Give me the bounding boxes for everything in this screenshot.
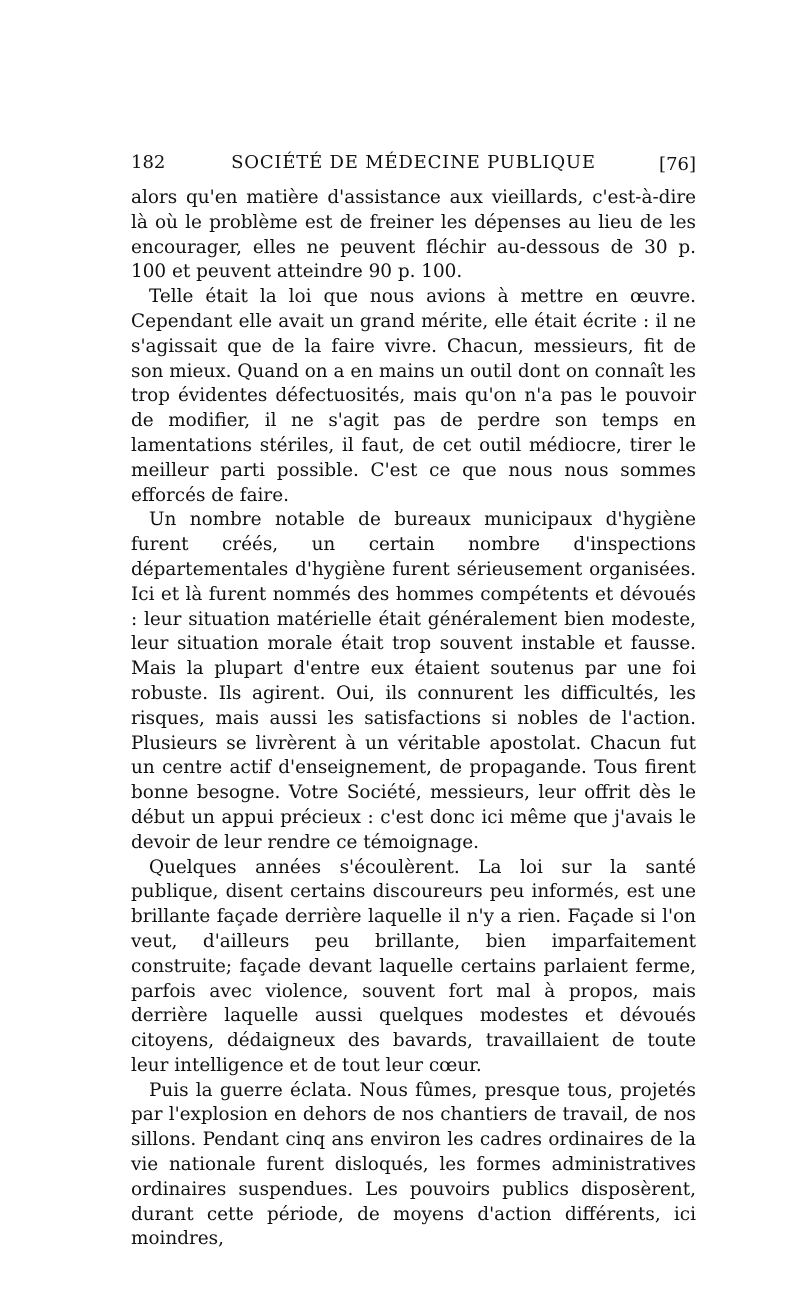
paragraph: Quelques années s'écoulèrent. La loi sur la santé publique, disent certains discoureurs peu informés, est une brillante façade derrière laquelle il n'y a rien. Façade si l'on veut, d'ailleurs peu brillante, bien imparfaitement construite; façade devant laquelle certains parlaient ferme, parfois avec violence, souvent fort mal à propos, mais derrière laquelle aussi quelques modestes et dévoués citoyens, dédaigneux des bavards, travaillaient de toute leur intelligence et de tout leur cœur. (131, 856, 696, 1076)
section-reference: [76] (659, 154, 696, 175)
paragraph-continued: alors qu'en matière d'assistance aux vieillards, c'est-à-dire là où le problème est de freiner les dépenses au lieu de les encourager, elles ne peuvent fléchir au-dessous de 30 p. 100 et peuvent atteindre 90 p. 100. (131, 187, 696, 283)
page-header (131, 152, 696, 182)
body-text (131, 186, 696, 1252)
paragraph: Puis la guerre éclata. Nous fûmes, presque tous, projetés par l'explosion en dehors de nos chantiers de travail, de nos sillons. Pendant cinq ans environ les cadres ordinaires de la vie nationale furent disloqués, les formes administratives ordinaires suspendues. Les pouvoirs publics disposèrent, durant cette période, de moyens d'action différents, ici moindres, (131, 1079, 696, 1250)
page-number: 182 (131, 152, 166, 173)
paragraph: Telle était la loi que nous avions à mettre en œuvre. Cependant elle avait un grand mérite, elle était écrite : il ne s'agissait que de la faire vivre. Chacun, messieurs, fit de son mieux. Quand on a en mains un outil dont on connaît les trop évidentes défectuosités, mais qu'on n'a pas le pouvoir de modifier, il ne s'agit pas de perdre son temps en lamentations stériles, il faut, de cet outil médiocre, tirer le meilleur parti possible. C'est ce que nous nous sommes efforcés de faire. (131, 286, 696, 506)
paragraph: Un nombre notable de bureaux municipaux d'hygiène furent créés, un certain nombre d'inspections départementales d'hygiène furent sérieusement organisées. Ici et là furent nommés des hommes compétents et dévoués : leur situation matérielle était généralement bien modeste, leur situation morale était trop souvent instable et fausse. Mais la plupart d'entre eux étaient soutenus par une foi robuste. Ils agirent. Oui, ils connurent les difficultés, les risques, mais aussi les satisfactions si nobles de l'action. Plusieurs se livrèrent à un véritable apostolat. Chacun fut un centre actif d'enseignement, de propagande. Tous firent bonne besogne. Votre Société, messieurs, leur offrit dès le début un appui précieux : c'est donc ici même que j'avais le devoir de leur rendre ce témoignage. (131, 509, 696, 853)
running-title: SOCIÉTÉ DE MÉDECINE PUBLIQUE (231, 152, 596, 173)
